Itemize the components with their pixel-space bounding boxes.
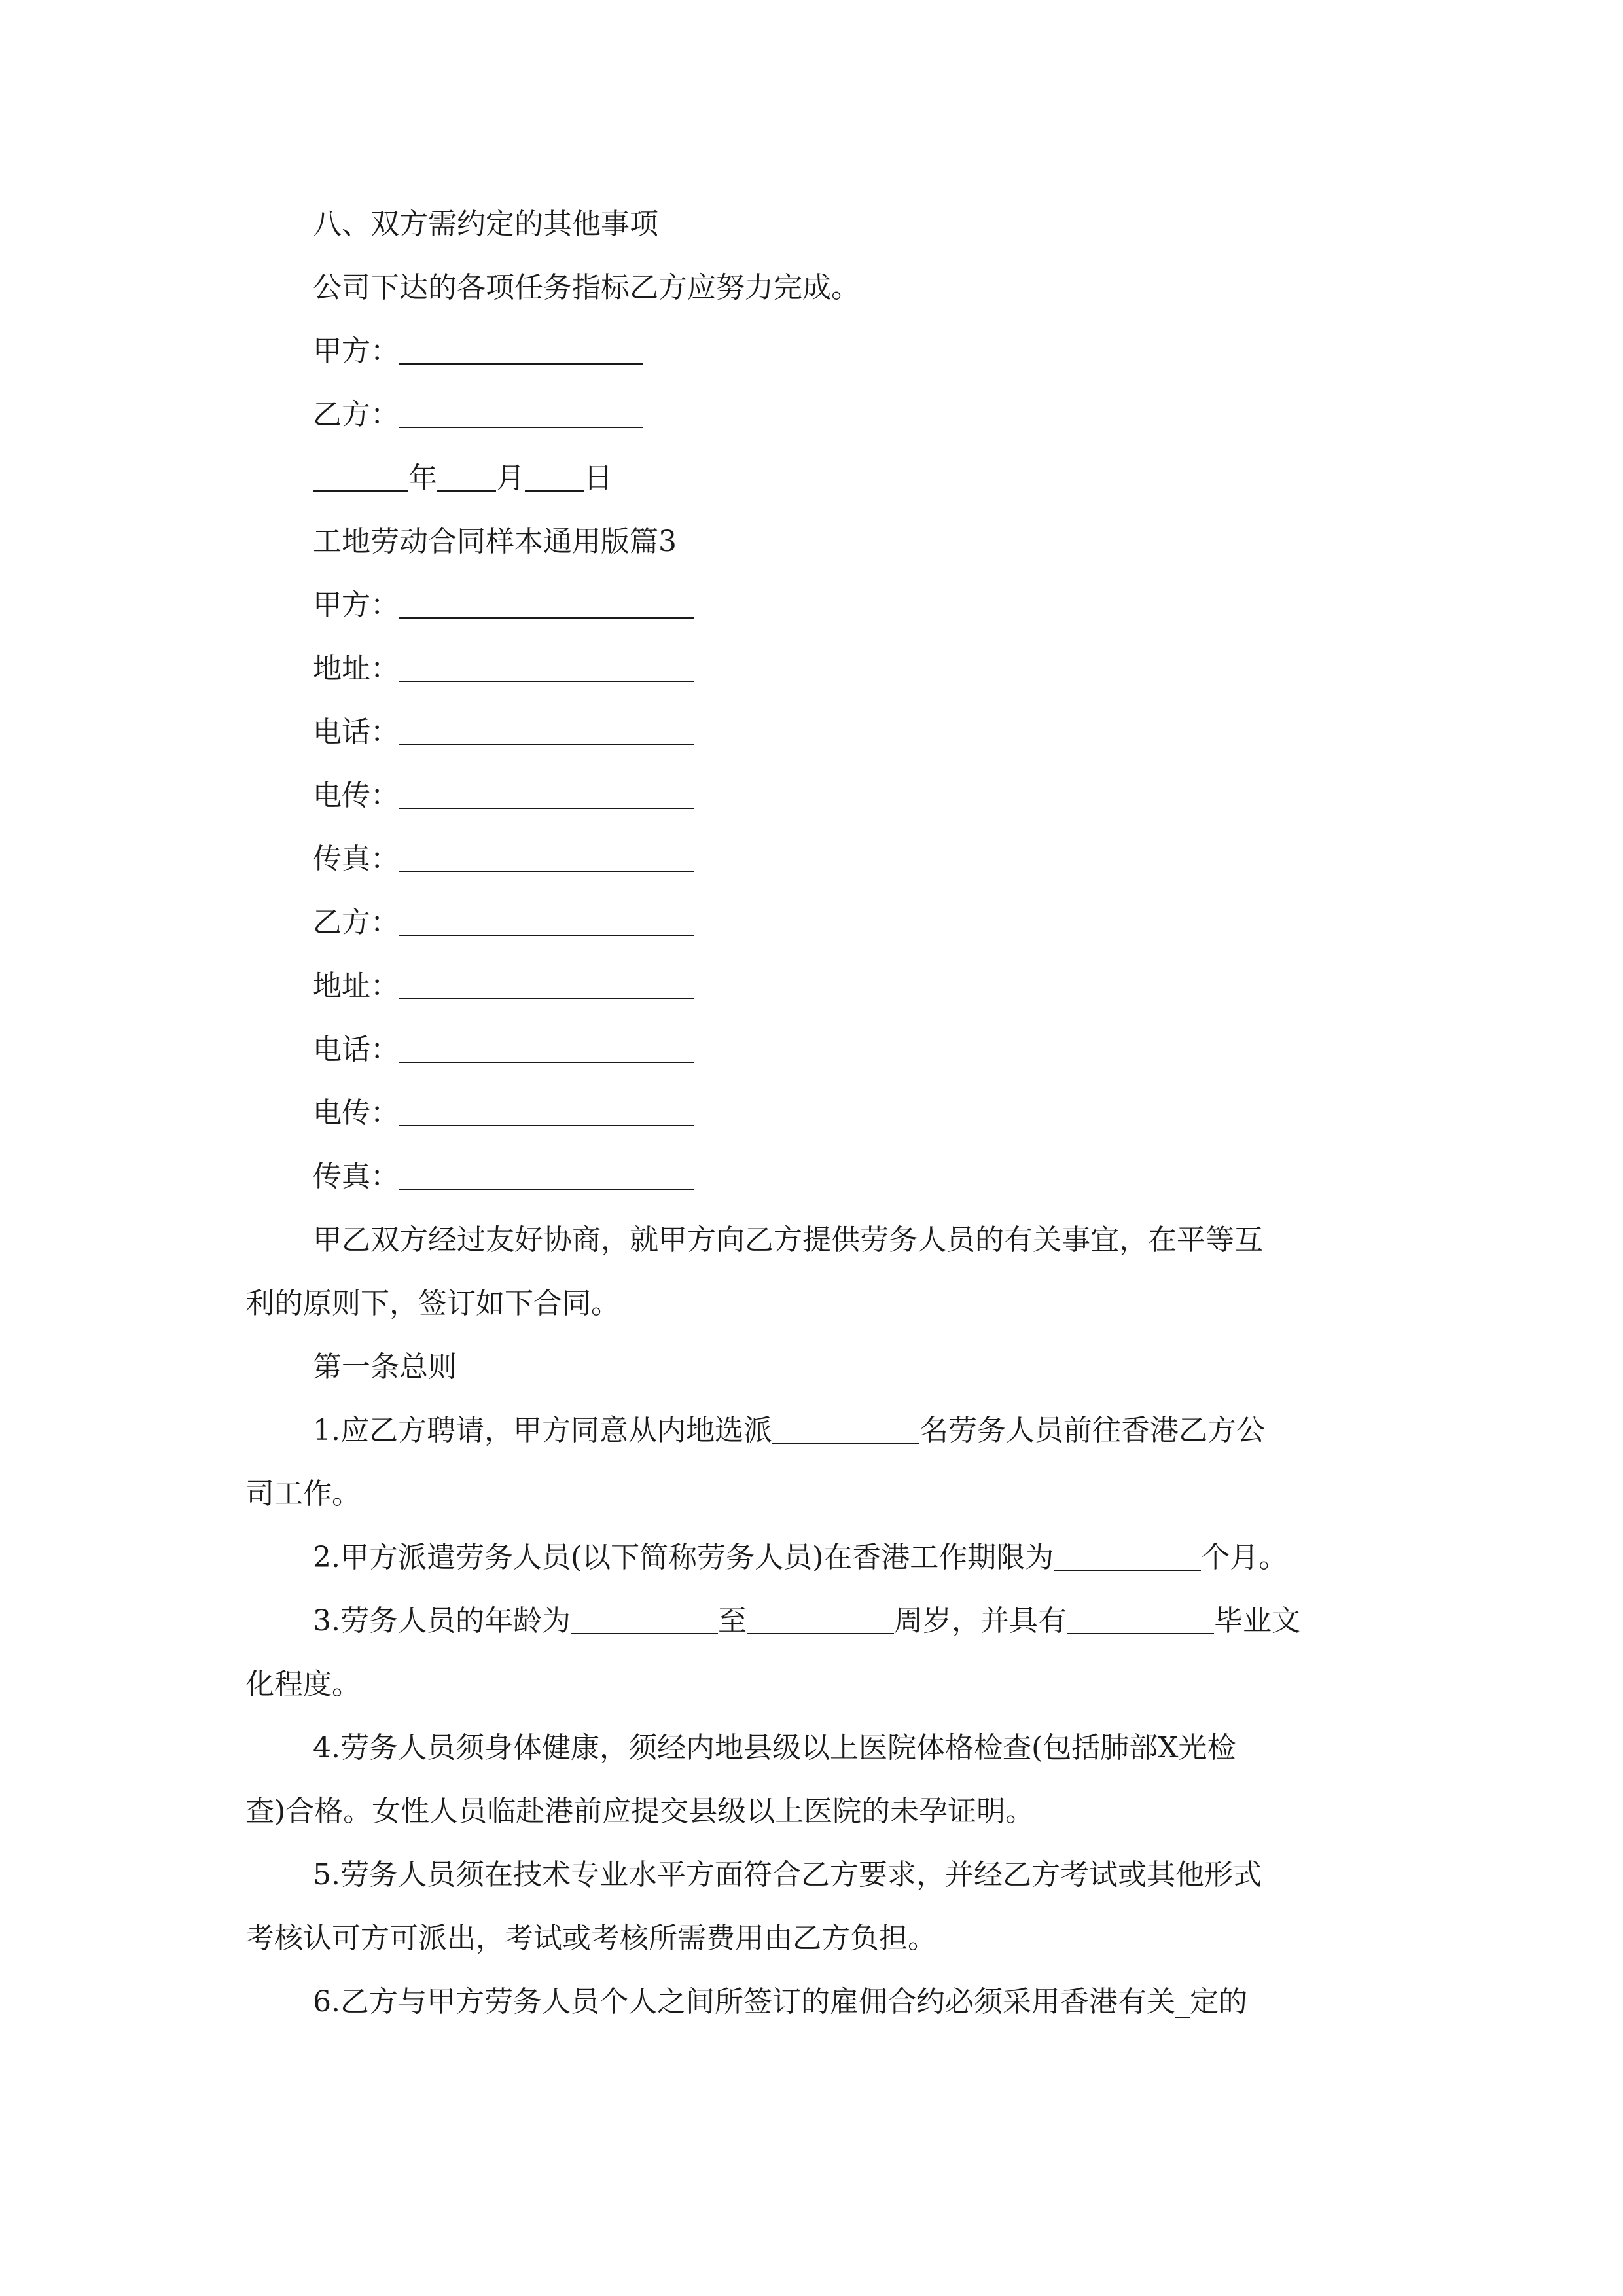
fill-blank[interactable] bbox=[399, 781, 694, 809]
section8-content: 公司下达的各项任务指标乙方应努力完成。 bbox=[313, 271, 860, 304]
contract3-title: 工地劳动合同样本通用版篇3 bbox=[313, 525, 677, 558]
item5-line-1: 5.劳务人员须在技术专业水平方面符合乙方要求，并经乙方考试或其他形式 bbox=[313, 1858, 1262, 1892]
fill-blank[interactable] bbox=[399, 655, 694, 682]
item5-line-2: 考核认可方可派出，考试或考核所需费用由乙方负担。 bbox=[245, 1922, 936, 1955]
party-b-address-field: 地址： bbox=[0, 972, 1623, 1035]
signature-blank[interactable] bbox=[399, 337, 643, 365]
fill-blank[interactable] bbox=[399, 845, 694, 872]
fill-blank[interactable] bbox=[747, 1607, 894, 1634]
sign-party-b: 乙方： bbox=[0, 401, 1623, 464]
year-blank[interactable] bbox=[313, 464, 408, 492]
fill-blank[interactable] bbox=[1054, 1543, 1201, 1571]
party-b-name-field: 乙方： bbox=[0, 908, 1623, 972]
signature-blank[interactable] bbox=[399, 401, 643, 428]
preamble-line-2: 利的原则下，签订如下合同。 bbox=[245, 1287, 620, 1320]
preamble-line-1: 甲乙双方经过友好协商，就甲方向乙方提供劳务人员的有关事宜，在平等互 bbox=[313, 1223, 1263, 1257]
party-a-telex-field: 电传： bbox=[0, 781, 1623, 845]
item1-line-2: 司工作。 bbox=[245, 1477, 361, 1511]
fill-blank[interactable] bbox=[399, 1099, 694, 1126]
fill-blank[interactable] bbox=[399, 972, 694, 999]
day-blank[interactable] bbox=[525, 464, 584, 492]
item2-line: 2.甲方派遣劳务人员(以下简称劳务人员)在香港工作期限为 个月。 bbox=[313, 1541, 1288, 1574]
fill-blank[interactable] bbox=[772, 1416, 919, 1444]
item4-line-2: 查)合格。女性人员临赴港前应提交县级以上医院的未孕证明。 bbox=[245, 1795, 1035, 1828]
fill-blank[interactable] bbox=[399, 718, 694, 745]
party-a-address-field: 地址： bbox=[0, 655, 1623, 718]
item3-line-2: 化程度。 bbox=[245, 1668, 361, 1701]
fill-blank[interactable] bbox=[399, 1162, 694, 1190]
party-b-telex-field: 电传： bbox=[0, 1099, 1623, 1162]
item6-line-1: 6.乙方与甲方劳务人员个人之间所签订的雇佣合约必须采用香港有关_定的 bbox=[313, 1985, 1247, 2018]
party-b-phone-field: 电话： bbox=[0, 1035, 1623, 1099]
article1-heading: 第一条总则 bbox=[313, 1350, 457, 1384]
fill-blank[interactable] bbox=[571, 1607, 718, 1634]
fill-blank[interactable] bbox=[399, 1035, 694, 1063]
item1-line-1: 1.应乙方聘请，甲方同意从内地选派 名劳务人员前往香港乙方公 bbox=[313, 1414, 1265, 1447]
party-a-name-field: 甲方： bbox=[0, 591, 1623, 655]
party-a-phone-field: 电话： bbox=[0, 718, 1623, 781]
fill-blank[interactable] bbox=[399, 908, 694, 936]
item3-line-1: 3.劳务人员的年龄为 至 周岁，并具有 毕业文 bbox=[313, 1604, 1300, 1638]
party-a-fax-field: 传真： bbox=[0, 845, 1623, 908]
month-blank[interactable] bbox=[437, 464, 496, 492]
sign-party-a: 甲方： bbox=[0, 337, 1623, 401]
party-b-fax-field: 传真： bbox=[0, 1162, 1623, 1226]
item4-line-1: 4.劳务人员须身体健康，须经内地县级以上医院体格检查(包括肺部X光检 bbox=[313, 1731, 1236, 1765]
fill-blank[interactable] bbox=[1067, 1607, 1214, 1634]
sign-date: 年 月 日 bbox=[0, 464, 1623, 528]
section8-heading: 八、双方需约定的其他事项 bbox=[313, 207, 658, 241]
fill-blank[interactable] bbox=[399, 591, 694, 619]
